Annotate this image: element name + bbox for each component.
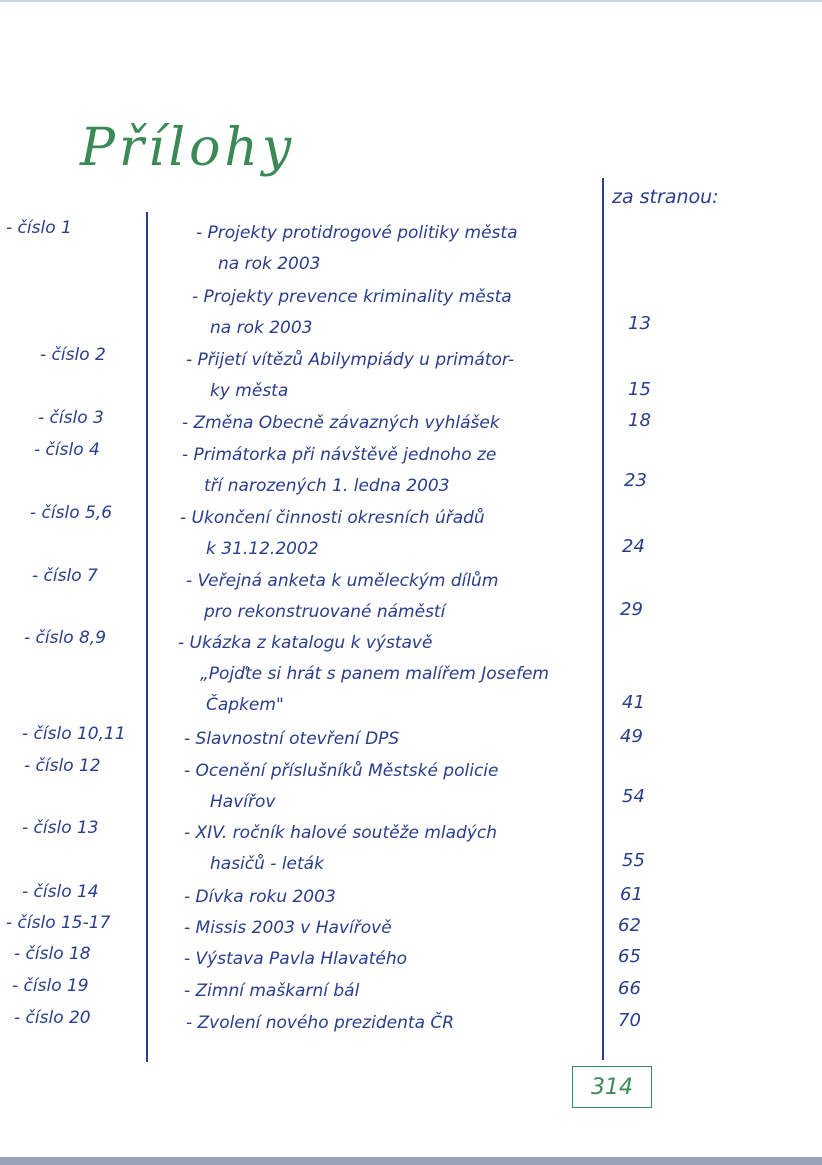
page-title: Přílohy	[80, 118, 296, 178]
attachment-description: - XIV. ročník halové soutěže mladých hasičů - leták	[184, 823, 498, 874]
attachment-description: - Slavnostní otevření DPS	[184, 729, 400, 749]
attachment-page: 70	[618, 1010, 641, 1031]
attachment-number: - číslo 10,11	[22, 724, 126, 744]
attachment-number: - číslo 7	[32, 566, 98, 586]
attachment-number: - číslo 8,9	[24, 628, 107, 648]
attachment-description: - Ukončení činnosti okresních úřadů k 31.12.2002	[180, 508, 485, 559]
attachment-description: - Ocenění příslušníků Městské policie Havířov	[184, 761, 499, 812]
attachment-description: - Missis 2003 v Havířově	[184, 918, 392, 938]
attachment-description: - Výstava Pavla Hlavatého	[184, 949, 408, 969]
attachment-page: 62	[618, 915, 641, 936]
attachment-number: - číslo 2	[40, 345, 106, 365]
attachment-number: - číslo 12	[24, 756, 101, 776]
attachment-description: - Dívka roku 2003	[184, 887, 336, 907]
attachment-number: - číslo 1	[6, 218, 72, 238]
attachment-page: 65	[618, 946, 641, 967]
attachment-description: - Změna Obecně závazných vyhlášek	[182, 413, 500, 433]
page-column-header: za stranou:	[612, 186, 719, 208]
page-bottom-edge	[0, 1157, 822, 1165]
attachment-number: - číslo 3	[38, 408, 104, 428]
attachment-number: - číslo 5,6	[30, 503, 113, 523]
attachment-description: - Přijetí vítězů Abilympiády u primátor- ky města	[186, 350, 515, 401]
attachment-number: - číslo 19	[12, 976, 89, 996]
attachment-page: 49	[620, 726, 643, 747]
attachment-number: - číslo 20	[14, 1008, 91, 1028]
attachment-page: 41	[622, 692, 645, 713]
attachment-page: 54	[622, 786, 645, 807]
attachment-page: 29	[620, 599, 643, 620]
attachment-page: 61	[620, 884, 643, 905]
attachment-description: - Projekty prevence kriminality města na rok 2003	[192, 287, 512, 338]
attachment-number: - číslo 15-17	[6, 913, 111, 933]
attachment-page: 18	[628, 410, 651, 431]
attachment-description: - Zvolení nového prezidenta ČR	[186, 1013, 455, 1033]
attachment-page: 23	[624, 470, 647, 491]
attachment-number: - číslo 4	[34, 440, 100, 460]
attachment-description: - Zimní maškarní bál	[184, 981, 360, 1001]
attachment-page: 66	[618, 978, 641, 999]
page-number-box: 314	[572, 1066, 652, 1108]
attachment-number: - číslo 18	[14, 944, 91, 964]
attachment-number: - číslo 14	[22, 882, 99, 902]
attachment-page: 24	[622, 536, 645, 557]
attachment-description: - Projekty protidrogové politiky města na rok 2003	[196, 223, 518, 274]
attachment-description: - Ukázka z katalogu k výstavě „Pojďte si hrát s panem malířem Josefem Čapkem"	[178, 633, 549, 715]
attachment-number: - číslo 13	[22, 818, 99, 838]
attachment-description: - Primátorka při návštěvě jednoho ze tří narozených 1. ledna 2003	[182, 445, 497, 496]
attachment-description: - Veřejná anketa k uměleckým dílům pro rekonstruované náměstí	[186, 571, 499, 622]
attachment-page: 13	[628, 313, 651, 334]
attachment-page: 55	[622, 850, 645, 871]
attachment-page: 15	[628, 379, 651, 400]
